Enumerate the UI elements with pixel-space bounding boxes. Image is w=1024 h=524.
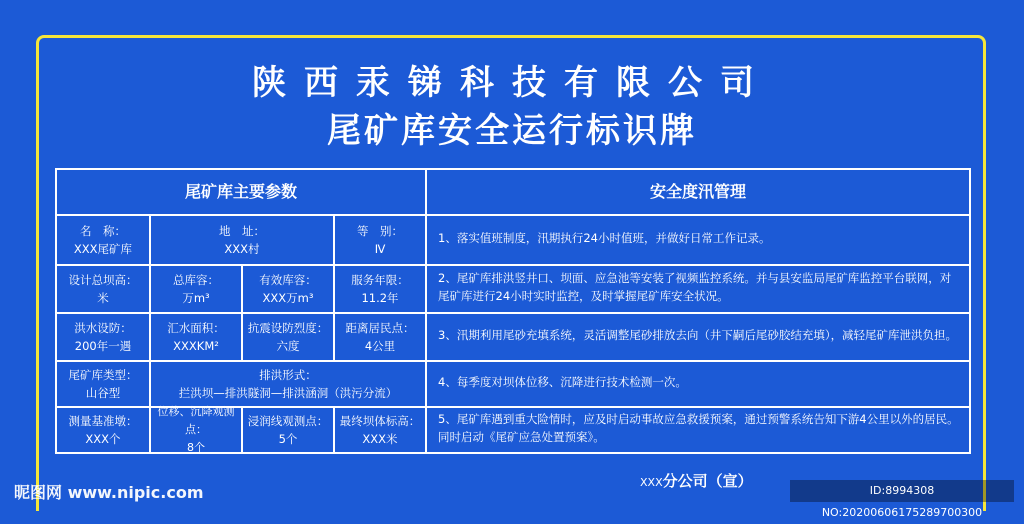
watermark-logo: 昵图网 www.nipic.com (14, 483, 204, 502)
param-flood-standard: 洪水设防： 200年一遇 (74, 321, 132, 353)
param-service-life: 服务年限： 11.2年 (351, 273, 409, 305)
param-catchment-area: 汇水面积： XXXKM² (167, 321, 225, 353)
branch-signature: XXX分公司（宣） (640, 472, 753, 490)
rule-item-1: 1、落实值班制度，汛期执行24小时值班，并做好日常工作记录。 (438, 231, 771, 245)
company-name: 陕西汞锑科技有限公司 (252, 63, 772, 103)
rule-item-5: 5、尾矿库遇到重大险情时，应及时启动事故应急救援预案，通过预警系统告知下游4公里以外的居民。同时启动《尾矿应急处置预案》。 (438, 412, 959, 444)
params-header: 尾矿库主要参数 (184, 182, 297, 201)
param-displacement-points: 位移、沉降观测点： 8个 (157, 405, 235, 454)
param-seepage-points: 浸润线观测点： 5个 (247, 414, 329, 446)
sign-title: 尾矿库安全运行标识牌 (327, 111, 697, 151)
param-final-crest: 最终坝体标高： XXX米 (339, 414, 421, 446)
rule-item-2: 2、尾矿库排洪竖井口、坝面、应急池等安装了视频监控系统。并与县安监局尾矿库监控平台联网，对尾矿库进行24小时实时监控，及时掌握尾矿库安全状况。 (438, 271, 952, 303)
param-address: 地 址： XXX村 (219, 224, 265, 256)
param-effective-capacity: 有效库容： XXX万m³ (259, 273, 317, 305)
param-drainage-form: 排洪形式： 拦洪坝—排洪隧洞—排洪涵洞（洪污分流） (178, 368, 398, 400)
param-name: 名 称： XXX尾矿库 (73, 224, 133, 256)
param-reservoir-type: 尾矿库类型： 山谷型 (68, 368, 138, 400)
param-total-capacity: 总库容： 万m³ (173, 273, 219, 305)
param-seismic-intensity: 抗震设防烈度： 六度 (247, 321, 329, 353)
watermark-id: ID:8994308 NO:20200606175289700300 (790, 480, 1014, 502)
flood-management-header: 安全度汛管理 (649, 182, 746, 201)
param-benchmark: 测量基准墩： XXX个 (68, 414, 138, 446)
rule-item-4: 4、每季度对坝体位移、沉降进行技术检测一次。 (438, 375, 687, 389)
param-grade: 等 别： Ⅳ (357, 224, 403, 256)
param-residential-distance: 距离居民点： 4公里 (345, 321, 415, 353)
rule-item-3: 3、汛期利用尾砂充填系统，灵活调整尾砂排放去向（井下嗣后尾砂胶结充填），减轻尾矿库泄洪负担。 (438, 328, 958, 342)
param-design-height: 设计总坝高： 米 (68, 273, 138, 305)
